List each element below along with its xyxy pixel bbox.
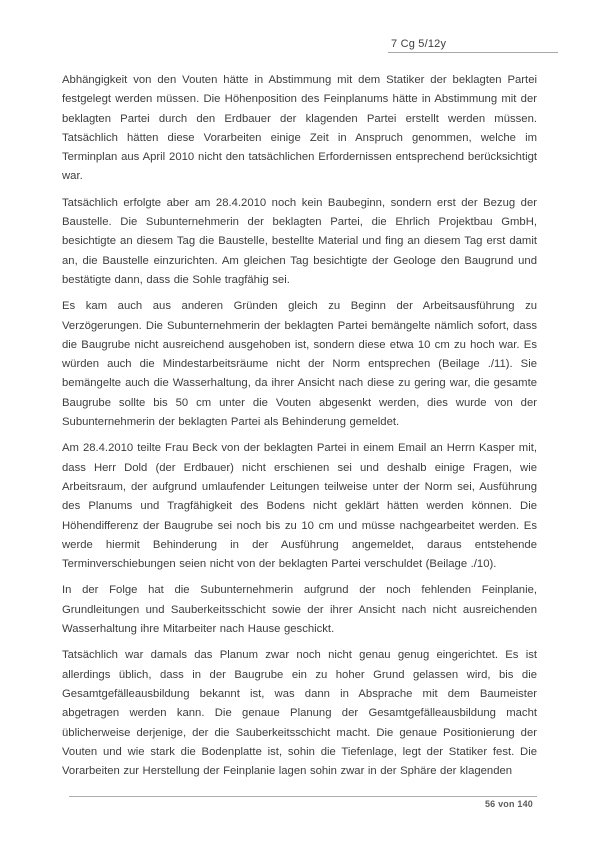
paragraph: Abhängigkeit von den Vouten hätte in Abstimmung mit dem Statiker der beklagten Partei festgelegt werden müssen. Die Höhenposition des Feinplanums hätte in Abstimmung mit der beklagten Partei durch den Erdbauer der klagenden Partei erstellt werden müssen. Tatsächlich hätten diese Vorarbeiten einige Zeit in Anspruch genommen, welche im Terminplan aus April 2010 nicht den tatsächlichen Erfordernissen entsprechend berücksichtigt war. [62,74,537,183]
page-number: 56 von 140 [484,799,533,809]
document-body [62,71,537,788]
paragraph: Tatsächlich erfolgte aber am 28.4.2010 noch kein Baubeginn, sondern erst der Bezug der Baustelle. Die Subunternehmerin der beklagten Partei, die Ehrlich Projektbau GmbH, besichtigte an diesem Tag die Baustelle, bestellte Material und fing an diesem Tag erst damit an, die Baustelle einzurichten. Am gleichen Tag besichtigte der Geologe den Baugrund und bestätigte dann, dass die Sohle tragfähig sei. [62,196,537,286]
paragraph: Am 28.4.2010 teilte Frau Beck von der beklagten Partei in einem Email an Herrn Kasper mit, dass Herr Dold (der Erdbauer) nicht erschienen sei und deshalb einige Fragen, wie Arbeitsraum, der aufgrund umlaufender Leitungen teilweise unter der Norm sei, Ausführung des Planums und Tragfähigkeit des Bodens nicht geklärt hätten werden können. Die Höhendifferenz der Baugrube sei noch bis zu 10 cm und müsse nachgearbeitet werden. Es werde hiermit Behinderung in der Ausführung angemeldet, daraus entstehende Terminverschiebungen seien nicht von der beklagten Partei verschuldet (Beilage ./10). [62,442,537,571]
paragraph: In der Folge hat die Subunternehmerin aufgrund der noch fehlenden Feinplanie, Grundleitungen und Sauberkeitsschicht sowie der ihrer Ansicht nach nicht ausreichenden Wasserhaltung ihre Mitarbeiter nach Hause geschickt. [62,584,537,636]
paragraph: Tatsächlich war damals das Planum zwar noch nicht genau genug eingerichtet. Es ist allerdings üblich, dass in der Baugrube ein zu hoher Grund gelassen wird, bis die Gesamtgefälleausbildung bekannt ist, was dann in Absprache mit dem Baumeister abgetragen werden kann. Die genaue Planung der Gesamtgefälleausbildung macht üblicherweise derjenige, der die Sauberkeitsschicht macht. Die genaue Positionierung der Vouten und wie stark die Bodenplatte ist, sohin die Tiefenlage, legt der Statiker fest. Die Vorarbeiten zur Herstellung der Feinplanie lagen sohin zwar in der Sphäre der klagenden [62,649,537,778]
case-number: 7 Cg 5/12y [391,38,447,50]
header-rule [388,52,558,53]
paragraph: Es kam auch aus anderen Gründen gleich zu Beginn der Arbeitsausführung zu Verzögerungen. Die Subunternehmerin der beklagten Partei bemängelte nämlich sofort, dass die Baugrube nicht ausreichend ausgehoben ist, sondern diese etwa 10 cm zu hoch war. Es würden auch die Mindestarbeitsräume nicht der Norm entsprechen (Beilage ./11). Sie bemängelte auch die Wasserhaltung, da ihrer Ansicht nach diese zu gering war, die gesamte Baugrube sollte bis 50 cm unter die Vouten abgesenkt werden, dies wurde von der Subunternehmerin der beklagten Partei als Behinderung gemeldet. [62,300,537,429]
footer-rule [69,796,537,797]
